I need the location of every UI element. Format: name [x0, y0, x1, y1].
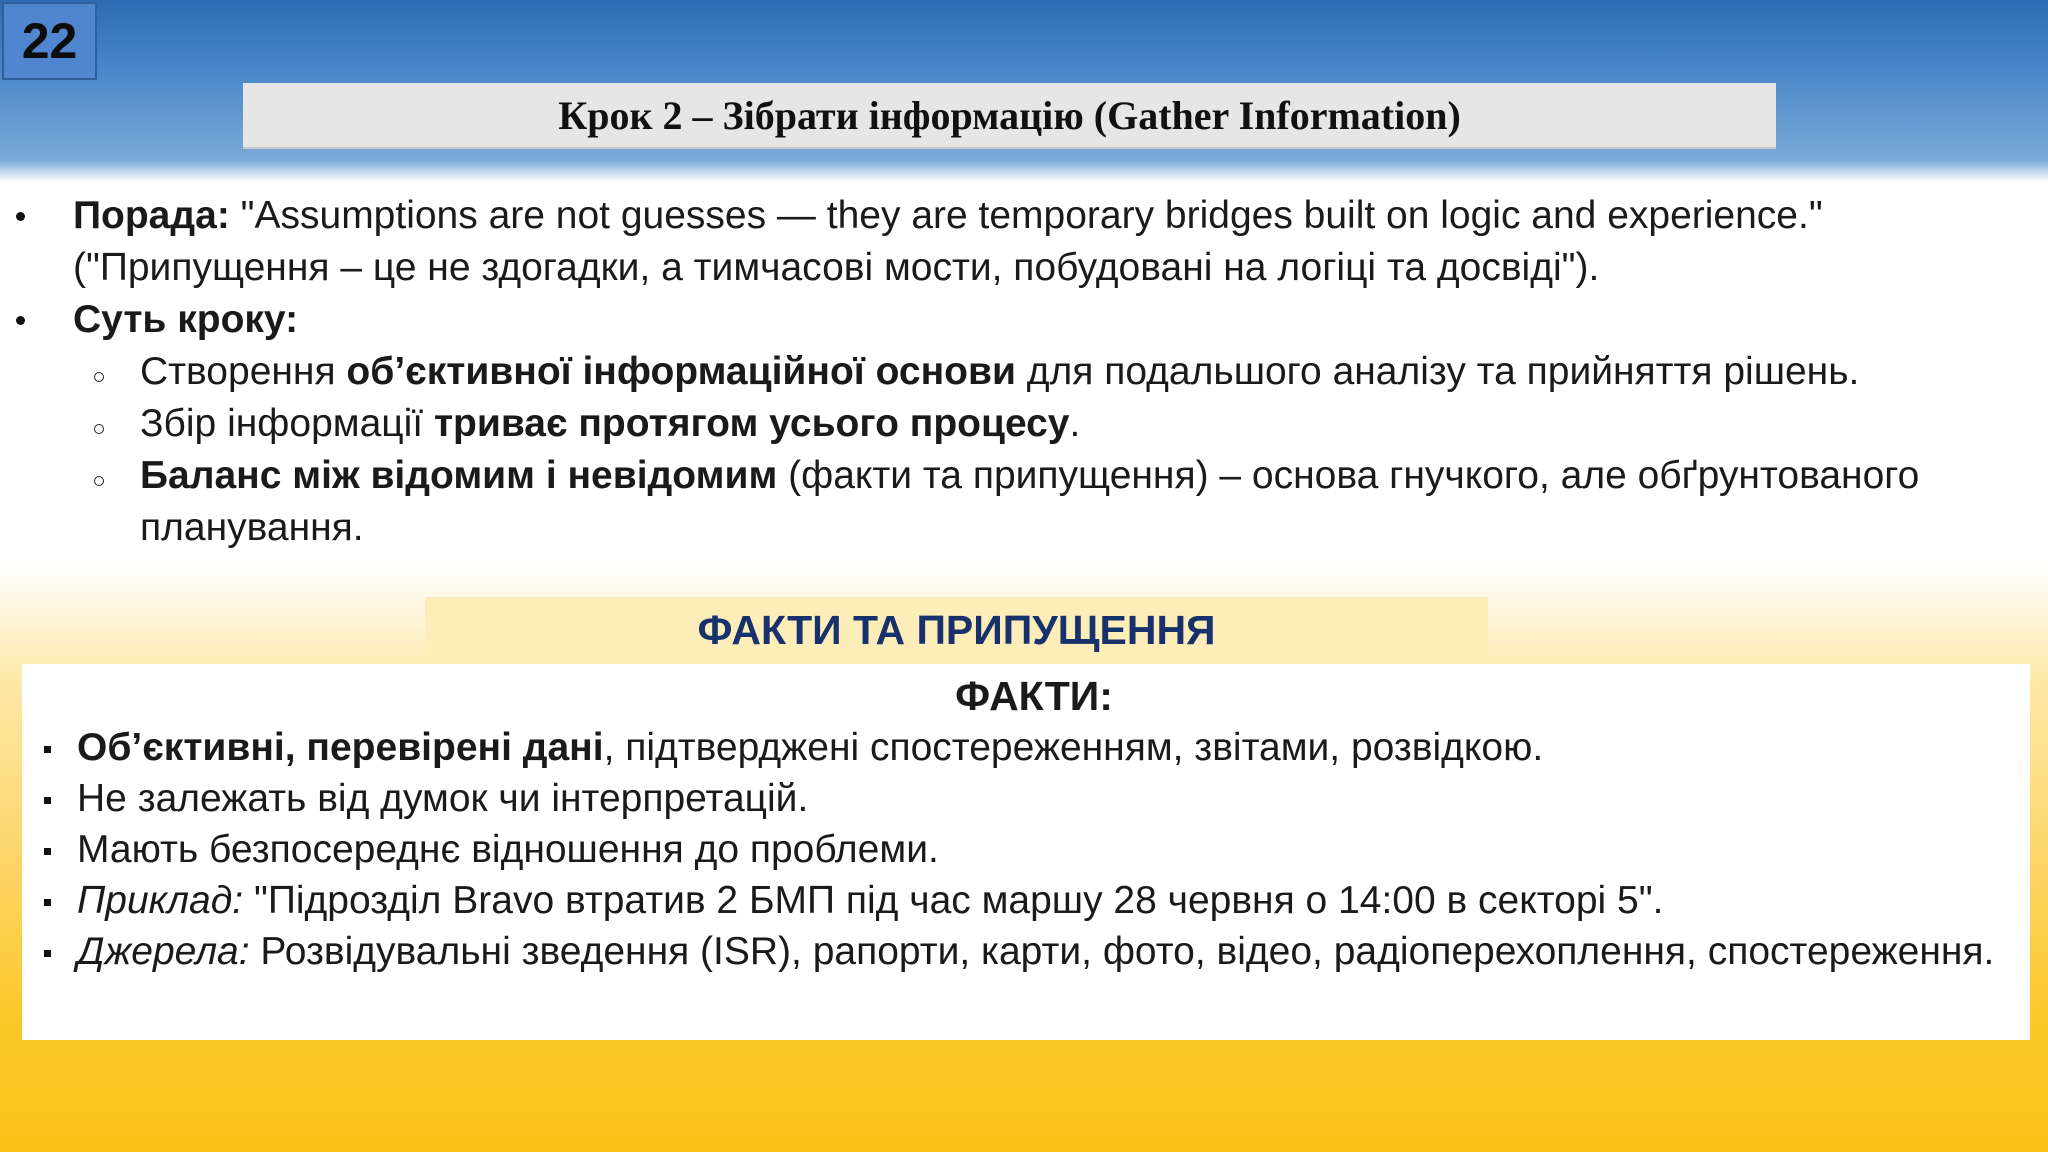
bullet-dot-icon: [16, 316, 25, 325]
essence-item-text: (факти та припущення) – основа гнучкого, але обґрунтованого планування.: [140, 454, 1920, 549]
slide-title: Крок 2 – Зібрати інформацію (Gather Information): [243, 83, 1776, 149]
facts-section-header: ФАКТИ ТА ПРИПУЩЕННЯ: [425, 597, 1488, 663]
advice-quote: "Assumptions are not guesses — they are temporary bridges built on logic and experience.": [229, 194, 1823, 237]
bullet-dot-icon: [16, 212, 25, 221]
facts-title: ФАКТИ:: [955, 673, 1113, 719]
facts-item-italic: Джерела:: [77, 930, 250, 973]
facts-item-text: Розвідувальні зведення (ISR), рапорти, карти, фото, відео, радіоперехоплення, спостереження.: [249, 930, 1995, 973]
bullet-square-icon: [44, 746, 51, 753]
facts-item-text: Не залежать від думок чи інтерпретацій.: [77, 777, 809, 820]
facts-item: [38, 773, 2014, 824]
slide-number: 22: [2, 2, 97, 80]
essence-item: [0, 398, 2048, 450]
essence-item-bold: Баланс між відомим і невідомим: [140, 454, 778, 497]
essence-item-text: .: [1069, 402, 1081, 445]
essence-item-text: Створення: [140, 350, 347, 393]
facts-item-text: "Підрозділ Bravo втратив 2 БМП під час маршу 28 червня о 14:00 в секторі 5".: [243, 879, 1664, 922]
advice-bullet: [0, 190, 2048, 294]
bullet-circle-icon: [94, 424, 104, 434]
top-bullets: [0, 190, 2048, 554]
bullet-circle-icon: [94, 476, 104, 486]
essence-item: [0, 346, 2048, 398]
facts-item-text: , підтверджені спостереженням, звітами, розвідкою.: [603, 726, 1544, 769]
bullet-square-icon: [44, 848, 51, 855]
bullet-square-icon: [44, 950, 51, 957]
bullet-circle-icon: [94, 372, 104, 382]
facts-item-text: Мають безпосереднє відношення до проблеми.: [77, 828, 939, 871]
essence-item-bold: триває протягом усього процесу: [433, 402, 1070, 445]
advice-label: Порада:: [73, 194, 230, 237]
facts-item: [38, 824, 2014, 875]
essence-item-bold: об’єктивної інформаційної основи: [346, 350, 1016, 393]
facts-box: [22, 664, 2030, 1040]
facts-item-italic: Приклад:: [77, 879, 244, 922]
essence-item-text: для подальшого аналізу та прийняття рішень.: [1015, 350, 1860, 393]
essence-bullet: [0, 294, 2048, 346]
essence-item: [0, 450, 2048, 554]
bullet-square-icon: [44, 797, 51, 804]
facts-item: [38, 875, 2014, 926]
facts-item: [38, 926, 2014, 977]
essence-label: Суть кроку:: [73, 298, 299, 341]
facts-item: [38, 722, 2014, 773]
advice-translation: ("Припущення – це не здогадки, а тимчасові мости, побудовані на логіці та досвіді").: [73, 246, 1600, 289]
facts-item-bold: Об’єктивні, перевірені дані: [77, 726, 604, 769]
essence-item-text: Збір інформації: [140, 402, 434, 445]
bullet-square-icon: [44, 899, 51, 906]
